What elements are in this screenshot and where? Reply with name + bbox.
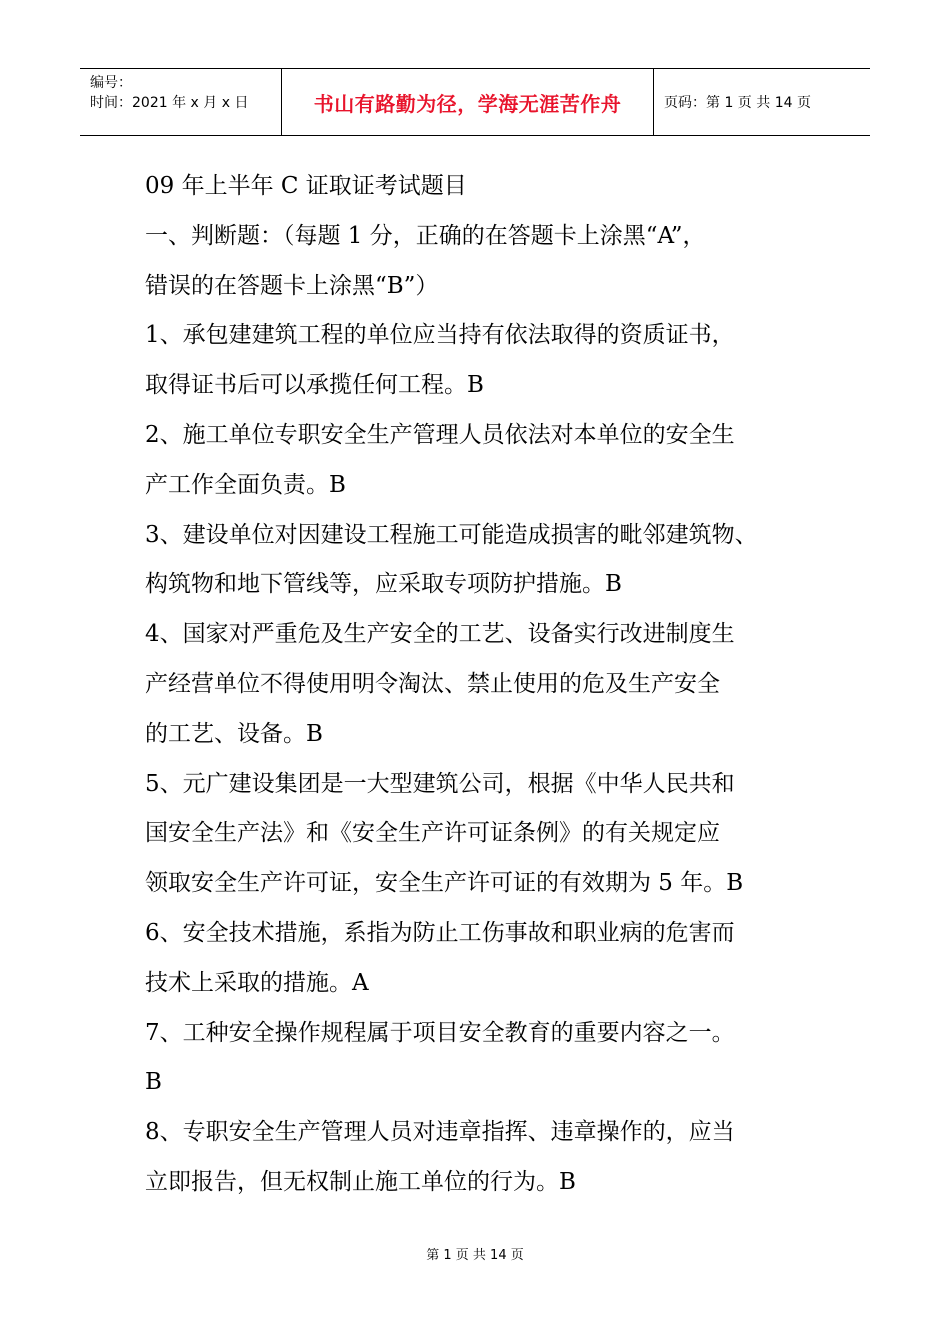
question-6: 6、安全技术措施，系指为防止工伤事故和职业病的危害而 <box>145 919 735 946</box>
header-page-info: 页码：第 1 页 共 14 页 <box>664 95 811 111</box>
page-footer: 第 1 页 共 14 页 <box>426 1248 524 1263</box>
section-heading-cont: 错误的在答题卡上涂黑“B”） <box>145 272 439 299</box>
question-3: 3、建设单位对因建设工程施工可能造成损害的毗邻建筑物、 <box>145 521 758 548</box>
document-date: 时间：2021 年 x 月 x 日 <box>90 95 249 111</box>
question-1: 1、承包建建筑工程的单位应当持有依法取得的资质证书， <box>145 322 735 349</box>
document-title: 09 年上半年 C 证取证考试题目 <box>145 173 467 199</box>
question-2: 2、施工单位专职安全生产管理人员依法对本单位的安全生 <box>145 421 735 448</box>
header-motto: 书山有路勤为径，学海无涯苦作舟 <box>282 69 654 135</box>
question-5: 5、元广建设集团是一大型建筑公司，根据《中华人民共和 <box>145 770 735 797</box>
section-heading: 一、判断题：（每题 1 分，正确的在答题卡上涂黑“A”， <box>145 222 706 249</box>
question-4-cont: 产经营单位不得使用明令淘汰、禁止使用的危及生产安全 <box>145 670 720 697</box>
question-8-cont: 立即报告，但无权制止施工单位的行为。B <box>145 1168 576 1195</box>
question-3-cont: 构筑物和地下管线等，应采取专项防护措施。B <box>145 571 622 598</box>
question-8: 8、专职安全生产管理人员对违章指挥、违章操作的，应当 <box>145 1119 735 1146</box>
header-meta <box>80 69 282 135</box>
question-4: 4、国家对严重危及生产安全的工艺、设备实行改进制度生 <box>145 621 735 648</box>
document-number-label: 编号： <box>90 75 132 91</box>
question-5-cont-2: 领取安全生产许可证，安全生产许可证的有效期为 5 年。B <box>145 870 744 897</box>
question-6-cont: 技术上采取的措施。A <box>145 969 369 996</box>
question-5-cont: 国安全生产法》和《安全生产许可证条例》的有关规定应 <box>145 820 720 847</box>
question-2-cont: 产工作全面负责。B <box>145 471 346 498</box>
document-body <box>145 162 825 1208</box>
question-4-cont-2: 的工艺、设备。B <box>145 720 323 747</box>
question-7-cont: B <box>145 1069 162 1096</box>
question-7: 7、工种安全操作规程属于项目安全教育的重要内容之一。 <box>145 1019 735 1046</box>
page-header <box>80 68 870 136</box>
question-1-cont: 取得证书后可以承揽任何工程。B <box>145 372 484 399</box>
